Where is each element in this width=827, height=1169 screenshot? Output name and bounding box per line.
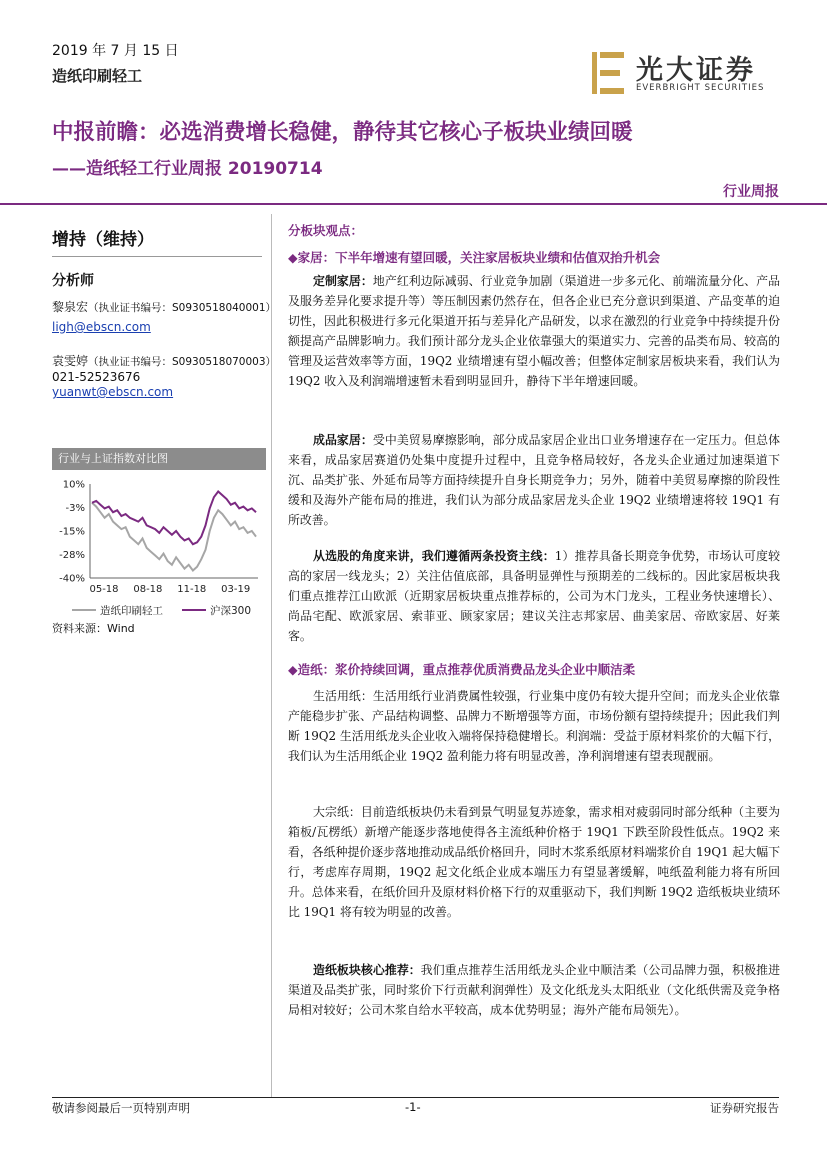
analyst-email-link[interactable]: ligh@ebscn.com (52, 320, 151, 334)
paragraph-text: 我们重点推荐生活用纸龙头企业中顺洁柔（公司品牌力强，积极推进渠道及品类扩张，同时浆价下行贡献利润弹性）及文化纸龙头太阳纸业（文化纸供需及竞争格局相对较好；公司木浆自给水平较高，成本优势明显；海外产能布局领先）。 (288, 963, 780, 1017)
analyst-heading: 分析师 (52, 273, 94, 289)
paragraph-label: 定制家居： (312, 274, 373, 288)
paragraph-custom-furniture (288, 271, 780, 391)
header-divider (0, 203, 827, 205)
paragraph-finished-furniture (288, 430, 780, 530)
y-tick-label: 10% (62, 479, 85, 491)
logo-mark-icon (590, 48, 630, 98)
report-date: 2019 年 7 月 15 日 (52, 43, 179, 59)
analyst-2 (52, 352, 276, 369)
paragraph-label: 从选股的角度来讲，我们遵循两条投资主线： (312, 549, 555, 563)
y-tick-label: -15% (59, 526, 85, 538)
legend-label: 造纸印刷轻工 (100, 605, 163, 617)
page-number: -1- (405, 1100, 421, 1114)
company-logo (590, 48, 790, 98)
paragraph-paper-recommendation (288, 960, 780, 1020)
paragraph-household-paper: 生活用纸：生活用纸行业消费属性较强，行业集中度仍有较大提升空间；而龙头企业依靠产能稳步扩张、产品结构调整、品牌力不断增强等方面，市场份额有望持续提升；因此我们判断 19Q2 生活用纸龙头企业收入端将保持稳健增长。利润端：受益于原材料浆价的大幅下行，我们认为生活用纸企业 19Q2 盈利能力将有明显改善，净利润增速有望表现靓丽。 (288, 689, 780, 763)
sector-name: 造纸印刷轻工 (52, 67, 143, 85)
comparison-chart (52, 448, 266, 644)
column-divider (271, 214, 272, 1097)
section-furniture-heading: ◆家居：下半年增速有望回暖，关注家居板块业绩和估值双抬升机会 (288, 250, 661, 265)
series-line (92, 492, 256, 545)
paragraph-investment-lines (288, 546, 780, 646)
paragraph-label: 造纸板块核心推荐： (312, 963, 421, 977)
footer-report-type: 证券研究报告 (710, 1101, 779, 1115)
chart-source: 资料来源：Wind (52, 622, 135, 635)
x-tick-label: 08-18 (133, 584, 163, 595)
x-tick-label: 03-19 (221, 584, 251, 595)
footer-disclaimer: 敬请参阅最后一页特别声明 (52, 1101, 190, 1115)
section-paper-heading: ◆造纸：浆价持续回调，重点推荐优质消费品龙头企业中顺洁柔 (288, 662, 636, 677)
paragraph-label: 成品家居： (312, 433, 373, 447)
analyst-cert: （执业证书编号：S0930518040001） (88, 302, 277, 314)
rating-divider (52, 256, 262, 257)
report-subtitle: ——造纸轻工行业周报 20190714 (52, 159, 323, 179)
x-tick-label: 05-18 (89, 584, 119, 595)
report-title: 中报前瞻：必选消费增长稳健，静待其它核心子板块业绩回暖 (52, 120, 633, 145)
analyst-name: 黎泉宏 (52, 300, 89, 314)
y-tick-label: -28% (59, 550, 85, 561)
paragraph-text: 受中美贸易摩擦影响，部分成品家居企业出口业务增速存在一定压力。但总体来看，成品家居赛道仍处集中度提升过程中，且竞争格局较好，各龙头企业通过加速渠道下沉、品类扩张、外延布局等方面持续提升自身长期竞争力；另外，随着中美贸易摩擦的阶段性缓和及海外产能布局的推进，我们认为部分成品家居龙头企业 19Q2 业绩增速将较 19Q1 有所改善。 (288, 433, 780, 527)
paragraph-text: 地产红利边际减弱、行业竞争加剧（渠道进一步多元化、前端流量分化、产品及服务差异化要求提升等）等压制因素仍然存在，但各企业已充分意识到渠道、产品变革的迫切性，因此积极进行多元化渠道开拓与差异化产品研发，以求在激烈的行业竞争中持续提升份额提高产品牌影响力。我们预计部分龙头企业依靠强大的渠道实力、完善的品类布局、较高的管理及运营效率等方面，19Q2 业绩增速有望小幅改善；但整体定制家居板块来看，我们认为 19Q2 收入及利润端增速暂未看到明显回升，静待下半年增速回暖。 (288, 274, 780, 388)
x-tick-label: 11-18 (177, 584, 207, 595)
analyst-name: 袁雯婷 (52, 354, 89, 368)
y-tick-label: -40% (59, 573, 85, 585)
y-tick-label: -3% (65, 503, 85, 514)
analyst-email-link[interactable]: yuanwt@ebscn.com (52, 385, 174, 399)
series-line (92, 503, 256, 571)
footer-divider (52, 1097, 779, 1098)
logo-text-cn: 光大证券 (636, 55, 756, 86)
chart-title: 行业与上证指数对比图 (52, 448, 266, 470)
chart-plot (52, 470, 266, 644)
logo-text-en: EVERBRIGHT SECURITIES (636, 83, 765, 93)
analyst-phone: 021-52523676 (52, 370, 141, 384)
legend-label: 沪深300 (210, 605, 252, 617)
analyst-1 (52, 298, 276, 315)
paragraph-text: 1）推荐具备长期竞争优势，市场认可度较高的家居一线龙头；2）关注估值底部，具备明显弹性与预期差的二线标的。因此家居板块我们重点推荐江山欧派（近期家居板块重点推荐标的，公司为木门龙头，工程业务快速增长）、尚品宅配、欧派家居、索菲亚、顾家家居；建议关注志邦家居、曲美家居、帝欧家居、好莱客。 (288, 549, 780, 643)
section-title: 分板块观点： (288, 223, 364, 238)
analyst-cert: （执业证书编号：S0930518070003） (88, 356, 277, 368)
paragraph-bulk-paper: 大宗纸：目前造纸板块仍未看到景气明显复苏迹象，需求相对疲弱同时部分纸种（主要为箱板/瓦楞纸）新增产能逐步落地使得各主流纸种价格于 19Q1 下跌至阶段性低点。19Q2 来看，各纸种提价逐步落地推动成品纸价格回升，同时木浆系纸原材料端浆价自 19Q1 起大幅下行，考虑库存周期，19Q2 起文化纸企业成本端压力有望显著缓解，吨纸盈利能力将有所回升。总体来看，在纸价回升及原材料价格下行的双重驱动下，我们判断 19Q2 造纸板块业绩环比 19Q1 将有较为明显的改善。 (288, 805, 780, 919)
rating: 增持（维持） (52, 230, 154, 250)
report-type: 行业周报 (723, 184, 779, 200)
